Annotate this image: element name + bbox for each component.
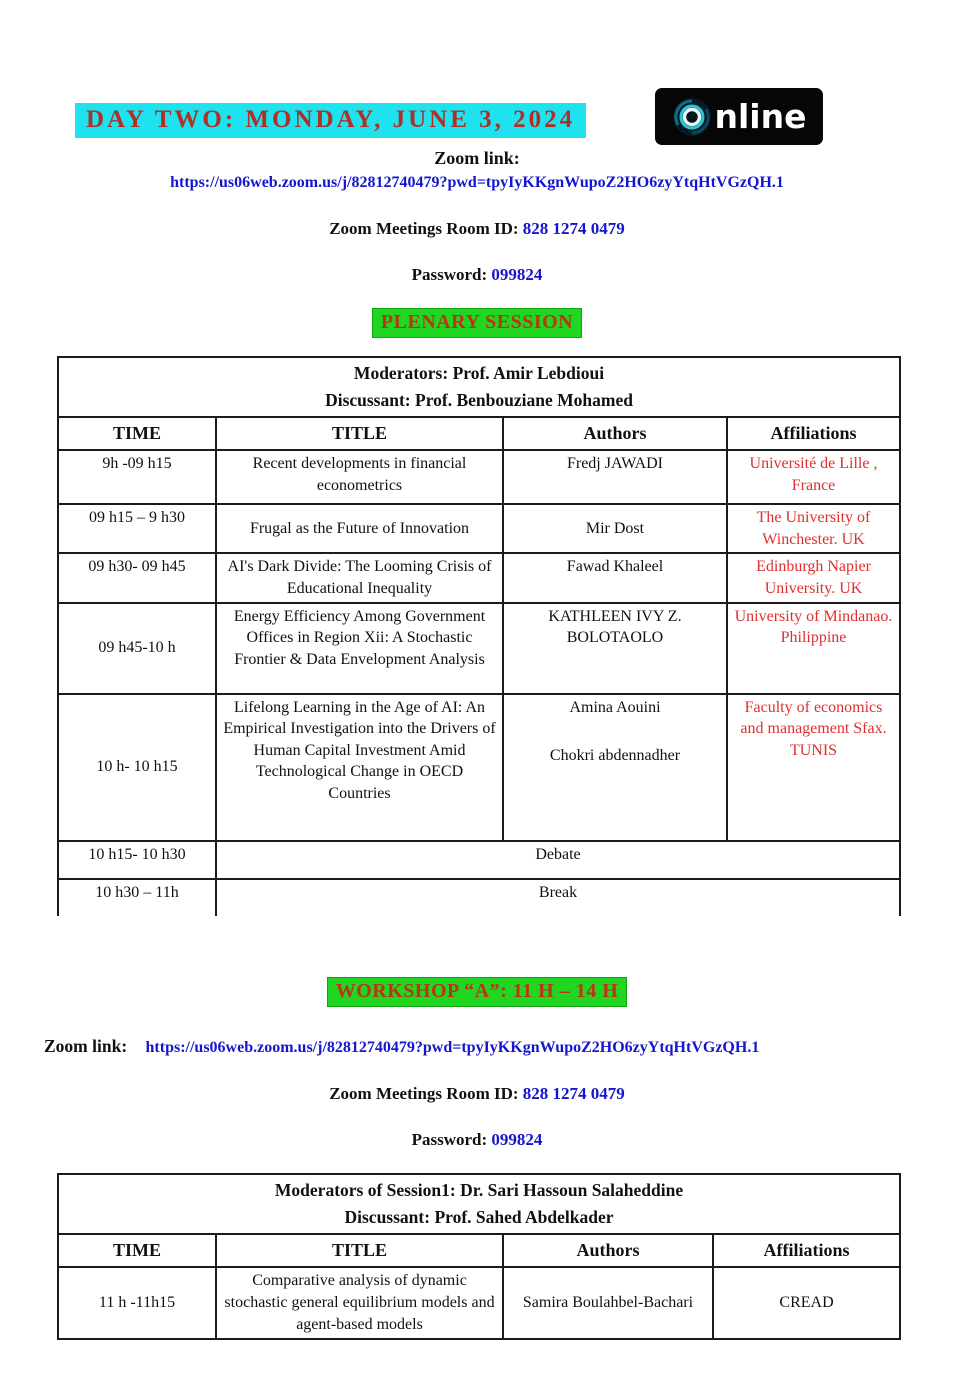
password-label: Password: [411, 1129, 488, 1149]
authors-cell [503, 694, 727, 841]
title-cell: Comparative analysis of dynamic stochastic general equilibrium models and agent-based models [216, 1267, 503, 1339]
table-header-row [58, 1234, 900, 1267]
table-row [58, 603, 900, 694]
online-logo-swirl-icon [672, 97, 712, 137]
affiliation-cell: Faculty of economics and management Sfax. TUNIS [727, 694, 900, 841]
discussant-line: Discussant: Prof. Benbouziane Mohamed [325, 390, 633, 411]
room-id-value: 828 1274 0479 [522, 219, 625, 238]
authors-cell: Mir Dost [503, 504, 727, 553]
author-line: Amina Aouini [569, 698, 661, 716]
table-row [58, 694, 900, 841]
room-id-value: 828 1274 0479 [522, 1083, 625, 1103]
time-cell: 10 h15- 10 h30 [58, 841, 216, 879]
title-cell: Energy Efficiency Among Government Offices in Region Xii: A Stochastic Frontier & Data Envelopment Analysis [216, 603, 503, 694]
room-id-line [0, 219, 954, 239]
time-cell: 09 h30- 09 h45 [58, 553, 216, 602]
column-header-title: TITLE [216, 417, 503, 450]
table-row [58, 1267, 900, 1339]
time-cell: 10 h30 – 11h [58, 879, 216, 916]
affiliation-cell: The University of Winchester. UK [727, 504, 900, 553]
moderators-cell [58, 357, 900, 417]
workshop-zoom-link-line [0, 1036, 954, 1057]
moderators-line: Moderators of Session1: Dr. Sari Hassoun Salaheddine [274, 1179, 684, 1200]
title-cell: Recent developments in financial econometrics [216, 450, 503, 504]
column-header-affiliations: Affiliations [727, 417, 900, 450]
time-cell: 10 h- 10 h15 [58, 694, 216, 841]
title-cell: Frugal as the Future of Innovation [216, 504, 503, 553]
password-label: Password: [411, 265, 488, 284]
password-value: 099824 [491, 265, 543, 284]
time-cell: 11 h -11h15 [58, 1267, 216, 1339]
authors-cell: Fredj JAWADI [503, 450, 727, 504]
title-cell: AI's Dark Divide: The Looming Crisis of Educational Inequality [216, 553, 503, 602]
author-line: Chokri abdennadher [549, 747, 681, 765]
time-cell: 9h -09 h15 [58, 450, 216, 504]
authors-cell: Samira Boulahbel-Bachari [503, 1267, 713, 1339]
room-id-label: Zoom Meetings Room ID: [329, 1083, 519, 1103]
password-line [0, 265, 954, 285]
debate-cell: Debate [216, 841, 900, 879]
page-header [0, 0, 954, 147]
table-row [58, 553, 900, 602]
authors-cell: Fawad Khaleel [503, 553, 727, 602]
time-cell: 09 h45-10 h [58, 603, 216, 694]
title-cell: Lifelong Learning in the Age of AI: An Empirical Investigation into the Drivers of Human Capital Investment Amid Technological Change in OECD Countries [216, 694, 503, 841]
table-row [58, 504, 900, 553]
plenary-session-heading: PLENARY SESSION [372, 308, 582, 338]
workshop-a-heading: WORKSHOP “A”: 11 H – 14 H [327, 977, 628, 1007]
room-id-line [0, 1084, 954, 1104]
password-value: 099824 [491, 1129, 543, 1149]
online-logo [655, 88, 823, 145]
column-header-authors: Authors [503, 417, 727, 450]
break-cell: Break [216, 879, 900, 916]
zoom-link-label: Zoom link: [44, 1035, 128, 1056]
column-header-affiliations: Affiliations [713, 1234, 900, 1267]
authors-cell: KATHLEEN IVY Z. BOLOTAOLO [503, 603, 727, 694]
online-logo-text: nline [714, 97, 807, 136]
affiliation-cell: Edinburgh Napier University. UK [727, 553, 900, 602]
table-header-row [58, 417, 900, 450]
workshop-table [57, 1173, 901, 1340]
discussant-line: Discussant: Prof. Sahed Abdelkader [344, 1206, 614, 1227]
zoom-link-url[interactable]: https://us06web.zoom.us/j/82812740479?pwd=tpyIyKKgnWupoZ2HO6zyYtqHtVGzQH.1 [170, 174, 784, 191]
table-row [58, 357, 900, 417]
column-header-time: TIME [58, 1234, 216, 1267]
column-header-title: TITLE [216, 1234, 503, 1267]
affiliation-cell: Université de Lille , France [727, 450, 900, 504]
column-header-authors: Authors [503, 1234, 713, 1267]
table-row [58, 879, 900, 916]
moderators-line: Moderators: Prof. Amir Lebdioui [353, 363, 605, 383]
zoom-link-label: Zoom link: [434, 148, 520, 168]
table-row [58, 841, 900, 879]
affiliation-cell: University of Mindanao. Philippine [727, 603, 900, 694]
zoom-link-url[interactable]: https://us06web.zoom.us/j/82812740479?pwd=tpyIyKKgnWupoZ2HO6zyYtqHtVGzQH.1 [145, 1038, 760, 1056]
affiliation-cell: CREAD [713, 1267, 900, 1339]
day-title: DAY TWO: MONDAY, JUNE 3, 2024 [75, 103, 586, 138]
password-line [0, 1130, 954, 1150]
column-header-time: TIME [58, 417, 216, 450]
room-id-label: Zoom Meetings Room ID: [329, 219, 519, 238]
time-cell: 09 h15 – 9 h30 [58, 504, 216, 553]
table-row [58, 1174, 900, 1234]
moderators-cell [58, 1174, 900, 1234]
table-row [58, 450, 900, 504]
plenary-table [57, 356, 901, 916]
